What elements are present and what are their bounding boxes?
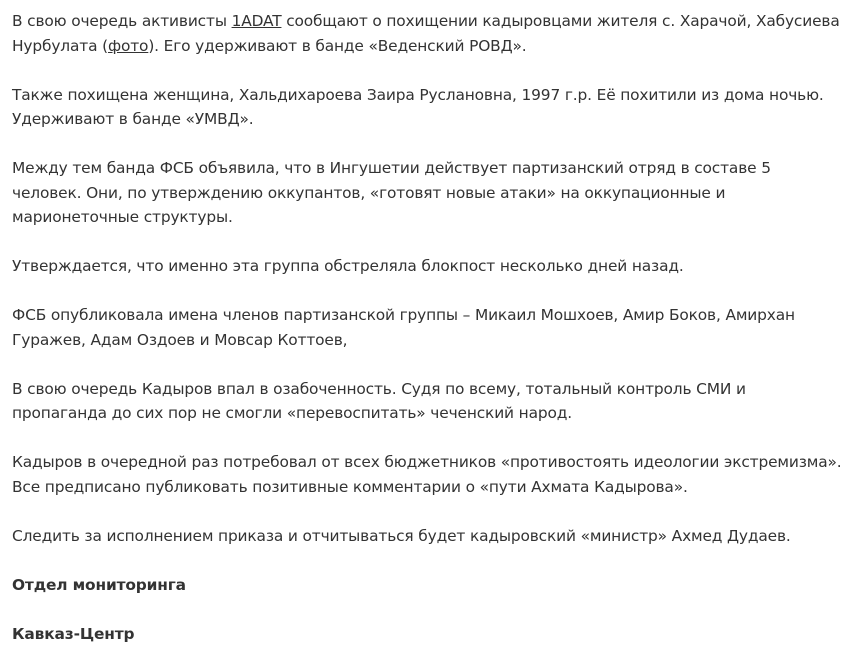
article-body [12,9,842,671]
link-1adat[interactable]: 1ADAT [231,12,282,30]
signature-source: Кавказ-Центр [12,624,135,643]
paragraph-kadyrov-concern: В свою очередь Кадыров впал в озабоченность. Судя по всему, тотальный контроль СМИ и пропаганда до сих пор не смогли «перевоспитать» чеченский народ. [12,379,746,422]
link-photo[interactable]: фото [107,36,149,55]
signature-department: Отдел мониторинга [12,575,186,594]
paragraph-abduction-zaira: Также похищена женщина, Хальдихароева Заира Руслановна, 1997 г.р. Её похитили из дома ночью. Удерживают в банде «УМВД». [12,85,824,128]
paragraph-text: сообщают о похищении кадыровцами жителя с. Харачой, Хабусиева Нурбулата ( [12,12,840,55]
paragraph-abduction-nurbulat [12,9,842,58]
paragraph-text: В свою очередь активисты [12,12,232,30]
paragraph-group-names: ФСБ опубликовала имена членов партизанской группы – Микаил Мошхоев, Амир Боков, Амирхан Гуражев, Адам Оздоев и Мовсар Коттоев, [12,306,795,349]
paragraph-minister-dudaev: Следить за исполнением приказа и отчитываться будет кадыровский «министр» Ахмед Дудаев. [12,526,791,545]
paragraph-checkpoint-attack: Утверждается, что именно эта группа обстреляла блокпост несколько дней назад. [12,257,684,275]
paragraph-fsb-announcement: Между тем банда ФСБ объявила, что в Ингушетии действует партизанский отряд в составе 5 человек. Они, по утверждению оккупантов, «готовят новые атаки» на оккупационные и марионеточные структуры. [12,159,771,226]
paragraph-extremism-order: Кадыров в очередной раз потребовал от всех бюджетников «противостоять идеологии экстремизма». Все предписано публиковать позитивные комментарии о «пути Ахмата Кадырова». [12,453,842,496]
paragraph-text: ). Его удерживают в банде «Веденский РОВД». [148,36,527,55]
